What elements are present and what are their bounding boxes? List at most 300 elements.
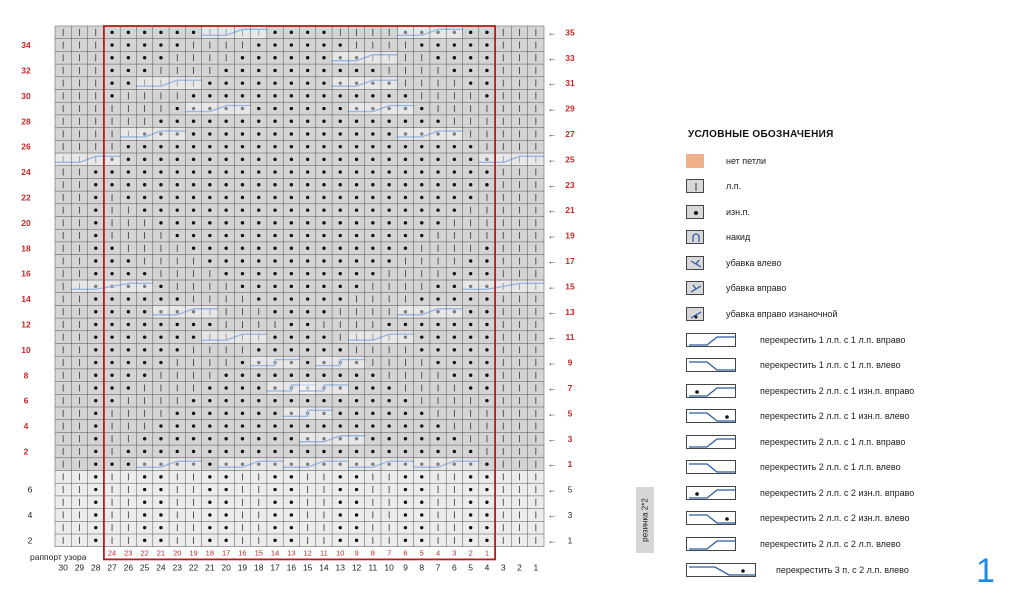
- purl-mark: [192, 450, 195, 453]
- rib-number-right: 1: [567, 536, 573, 546]
- row-arrow: ←: [547, 382, 557, 393]
- purl-mark: [371, 132, 374, 135]
- column-number: 8: [419, 562, 425, 573]
- purl-mark: [371, 221, 374, 224]
- purl-mark: [224, 412, 227, 415]
- purl-mark: [257, 247, 260, 250]
- repeat-number: 19: [189, 548, 198, 558]
- purl-mark: [224, 272, 227, 275]
- purl-mark: [339, 297, 342, 300]
- purl-mark: [420, 145, 423, 148]
- purl-mark: [387, 323, 390, 326]
- purl-mark: [420, 513, 423, 516]
- purl-mark: [241, 132, 244, 135]
- purl-mark: [241, 247, 244, 250]
- column-number: 22: [188, 562, 199, 573]
- row-number-right: 13: [565, 306, 575, 317]
- row-number-left: 20: [21, 217, 31, 228]
- purl-mark: [306, 183, 309, 186]
- column-number: 6: [451, 562, 457, 573]
- purl-mark: [208, 424, 211, 427]
- purl-mark: [290, 120, 293, 123]
- purl-mark: [176, 424, 179, 427]
- purl-mark: [224, 513, 227, 516]
- row-arrow: ←: [547, 332, 557, 343]
- purl-mark: [208, 234, 211, 237]
- purl-mark: [420, 43, 423, 46]
- purl-mark: [355, 285, 358, 288]
- purl-mark: [436, 120, 439, 123]
- purl-mark: [404, 158, 407, 161]
- purl-mark: [94, 196, 97, 199]
- purl-mark: [110, 297, 113, 300]
- purl-mark: [420, 208, 423, 211]
- repeat-number: 15: [254, 548, 263, 558]
- legend-item-label: перекрестить 1 л.п. с 1 л.п. влево: [760, 360, 901, 370]
- purl-mark: [208, 259, 211, 262]
- purl-mark: [420, 424, 423, 427]
- legend-item: [686, 178, 741, 194]
- purl-mark: [306, 145, 309, 148]
- purl-mark: [143, 196, 146, 199]
- purl-mark: [404, 450, 407, 453]
- purl-mark: [273, 56, 276, 59]
- purl-mark: [127, 462, 130, 465]
- purl-mark: [436, 335, 439, 338]
- purl-mark: [322, 132, 325, 135]
- repeat-number: 7: [387, 548, 392, 558]
- purl-mark: [257, 234, 260, 237]
- cross-2x1-right-icon: [686, 435, 736, 449]
- purl-mark: [208, 501, 211, 504]
- cross-1x1-left-icon: [686, 358, 736, 372]
- purl-mark: [127, 183, 130, 186]
- legend-item-label: л.п.: [726, 181, 742, 191]
- purl-mark: [110, 81, 113, 84]
- purl-mark: [241, 374, 244, 377]
- purl-mark: [110, 374, 113, 377]
- purl-mark: [290, 399, 293, 402]
- purl-mark: [94, 247, 97, 250]
- purl-mark: [339, 247, 342, 250]
- repeat-number: 23: [124, 548, 133, 558]
- purl-mark: [420, 158, 423, 161]
- purl-mark: [94, 488, 97, 491]
- purl-mark: [94, 310, 97, 313]
- purl-mark: [143, 208, 146, 211]
- purl-mark: [469, 361, 472, 364]
- purl-mark: [469, 513, 472, 516]
- purl-mark: [469, 69, 472, 72]
- purl-mark: [339, 234, 342, 237]
- purl-mark: [273, 297, 276, 300]
- purl-mark: [371, 69, 374, 72]
- purl-mark: [306, 196, 309, 199]
- purl-icon: [686, 205, 704, 219]
- purl-mark: [420, 526, 423, 529]
- purl-mark: [339, 221, 342, 224]
- purl-mark: [387, 424, 390, 427]
- purl-mark: [453, 285, 456, 288]
- purl-mark: [159, 450, 162, 453]
- purl-mark: [159, 513, 162, 516]
- purl-mark: [404, 424, 407, 427]
- purl-mark: [355, 501, 358, 504]
- purl-mark: [208, 437, 211, 440]
- row-arrow: ←: [547, 459, 557, 470]
- legend-item-label: изн.п.: [726, 207, 750, 217]
- purl-mark: [208, 488, 211, 491]
- purl-mark: [339, 272, 342, 275]
- purl-mark: [404, 221, 407, 224]
- purl-mark: [110, 69, 113, 72]
- purl-mark: [306, 208, 309, 211]
- purl-mark: [127, 43, 130, 46]
- purl-mark: [176, 297, 179, 300]
- purl-mark: [290, 450, 293, 453]
- purl-mark: [404, 475, 407, 478]
- purl-mark: [127, 170, 130, 173]
- rib-number-left: 6: [27, 484, 33, 495]
- purl-mark: [436, 361, 439, 364]
- purl-mark: [224, 437, 227, 440]
- purl-mark: [257, 285, 260, 288]
- cable-cell: [300, 382, 348, 394]
- purl-mark: [273, 196, 276, 199]
- purl-mark: [208, 475, 211, 478]
- purl-mark: [339, 501, 342, 504]
- purl-mark: [290, 488, 293, 491]
- purl-mark: [420, 183, 423, 186]
- purl-mark: [290, 335, 293, 338]
- purl-mark: [453, 348, 456, 351]
- purl-mark: [322, 94, 325, 97]
- purl-mark: [485, 323, 488, 326]
- purl-mark: [176, 348, 179, 351]
- purl-mark: [159, 31, 162, 34]
- purl-mark: [387, 247, 390, 250]
- purl-mark: [485, 526, 488, 529]
- cable-cell: [72, 281, 153, 293]
- purl-mark: [143, 43, 146, 46]
- purl-mark: [94, 399, 97, 402]
- purl-mark: [110, 348, 113, 351]
- row-number-left: 26: [21, 141, 31, 152]
- purl-mark: [192, 94, 195, 97]
- purl-mark: [224, 196, 227, 199]
- purl-mark: [322, 69, 325, 72]
- purl-mark: [159, 158, 162, 161]
- purl-mark: [159, 183, 162, 186]
- purl-mark: [143, 475, 146, 478]
- purl-mark: [224, 221, 227, 224]
- purl-mark: [224, 170, 227, 173]
- purl-mark: [290, 526, 293, 529]
- purl-mark: [224, 386, 227, 389]
- purl-mark: [371, 94, 374, 97]
- legend-item-label: перекрестить 2 л.п. с 1 л.п. влево: [760, 462, 901, 472]
- purl-mark: [371, 259, 374, 262]
- purl-mark: [339, 196, 342, 199]
- purl-mark: [273, 450, 276, 453]
- purl-mark: [485, 259, 488, 262]
- purl-mark: [290, 221, 293, 224]
- purl-mark: [241, 69, 244, 72]
- purl-mark: [485, 475, 488, 478]
- purl-mark: [273, 259, 276, 262]
- purl-mark: [453, 145, 456, 148]
- purl-mark: [339, 208, 342, 211]
- column-number: 19: [237, 562, 248, 573]
- purl-mark: [192, 247, 195, 250]
- purl-mark: [469, 272, 472, 275]
- purl-mark: [322, 247, 325, 250]
- purl-mark: [404, 488, 407, 491]
- purl-mark: [127, 259, 130, 262]
- purl-mark: [355, 183, 358, 186]
- purl-mark: [176, 221, 179, 224]
- purl-mark: [322, 81, 325, 84]
- purl-mark: [273, 183, 276, 186]
- purl-mark: [159, 475, 162, 478]
- purl-mark: [485, 361, 488, 364]
- purl-mark: [159, 526, 162, 529]
- purl-mark: [257, 183, 260, 186]
- purl-mark: [322, 335, 325, 338]
- column-number: 27: [107, 562, 117, 573]
- column-number: 28: [91, 562, 101, 573]
- purl-mark: [273, 81, 276, 84]
- purl-mark: [436, 145, 439, 148]
- purl-mark: [387, 170, 390, 173]
- purl-mark: [290, 285, 293, 288]
- cable-cell: [463, 281, 544, 293]
- purl-mark: [127, 69, 130, 72]
- purl-mark: [273, 285, 276, 288]
- purl-mark: [339, 69, 342, 72]
- purl-mark: [322, 107, 325, 110]
- purl-mark: [224, 183, 227, 186]
- row-number-left: 18: [21, 243, 31, 254]
- row-number-left: 22: [21, 192, 31, 203]
- row-number-left: 34: [21, 40, 31, 51]
- purl-mark: [94, 526, 97, 529]
- purl-mark: [387, 158, 390, 161]
- purl-mark: [339, 450, 342, 453]
- purl-mark: [453, 158, 456, 161]
- purl-mark: [192, 437, 195, 440]
- legend-item-label: накид: [726, 232, 751, 242]
- purl-mark: [371, 437, 374, 440]
- purl-mark: [192, 183, 195, 186]
- purl-mark: [404, 501, 407, 504]
- purl-mark: [127, 56, 130, 59]
- purl-mark: [485, 170, 488, 173]
- purl-mark: [192, 158, 195, 161]
- purl-mark: [241, 208, 244, 211]
- row-arrow: ←: [547, 433, 557, 444]
- cable-cell: [251, 357, 299, 369]
- column-number: 29: [74, 562, 85, 573]
- purl-mark: [241, 221, 244, 224]
- purl-mark: [436, 424, 439, 427]
- repeat-number: 13: [287, 548, 296, 558]
- purl-mark: [143, 437, 146, 440]
- purl-mark: [404, 145, 407, 148]
- purl-mark: [290, 43, 293, 46]
- purl-mark: [290, 145, 293, 148]
- purl-mark: [469, 323, 472, 326]
- purl-mark: [485, 513, 488, 516]
- purl-mark: [273, 272, 276, 275]
- row-number-left: 10: [21, 344, 31, 355]
- purl-mark: [436, 437, 439, 440]
- purl-mark: [306, 424, 309, 427]
- purl-mark: [127, 374, 130, 377]
- cross-2x1-left-icon: [686, 460, 736, 474]
- purl-mark: [143, 361, 146, 364]
- purl-mark: [355, 208, 358, 211]
- purl-mark: [306, 348, 309, 351]
- purl-mark: [94, 361, 97, 364]
- purl-mark: [339, 285, 342, 288]
- purl-mark: [306, 323, 309, 326]
- row-arrow: ←: [547, 128, 557, 139]
- purl-mark: [485, 501, 488, 504]
- row-number-left: 32: [21, 65, 31, 76]
- repeat-number: 10: [336, 548, 345, 558]
- purl-mark: [453, 69, 456, 72]
- repeat-number: 24: [107, 548, 117, 558]
- row-number-right: 33: [565, 52, 575, 63]
- purl-mark: [127, 81, 130, 84]
- purl-mark: [273, 310, 276, 313]
- purl-mark: [469, 374, 472, 377]
- purl-mark: [159, 208, 162, 211]
- purl-mark: [159, 361, 162, 364]
- purl-mark: [339, 526, 342, 529]
- purl-mark: [339, 145, 342, 148]
- purl-mark: [306, 234, 309, 237]
- repeat-number: 16: [238, 548, 247, 558]
- purl-mark: [241, 285, 244, 288]
- purl-mark: [241, 145, 244, 148]
- purl-mark: [143, 183, 146, 186]
- purl-mark: [208, 221, 211, 224]
- purl-mark: [143, 158, 146, 161]
- purl-mark: [420, 221, 423, 224]
- purl-mark: [322, 208, 325, 211]
- purl-mark: [453, 272, 456, 275]
- purl-mark: [273, 120, 276, 123]
- purl-mark: [420, 501, 423, 504]
- purl-mark: [290, 81, 293, 84]
- purl-mark: [485, 374, 488, 377]
- purl-mark: [355, 145, 358, 148]
- row-number-right: 1: [567, 459, 573, 470]
- purl-mark: [241, 196, 244, 199]
- repeat-number: 5: [419, 548, 424, 558]
- purl-mark: [485, 399, 488, 402]
- purl-mark: [176, 323, 179, 326]
- column-number: 20: [221, 562, 231, 573]
- legend-item: [686, 229, 750, 245]
- purl-mark: [290, 475, 293, 478]
- repeat-number: 12: [303, 548, 312, 558]
- purl-mark: [339, 132, 342, 135]
- purl-mark: [224, 145, 227, 148]
- purl-mark: [208, 120, 211, 123]
- purl-mark: [127, 348, 130, 351]
- purl-mark: [485, 462, 488, 465]
- row-number-right: 9: [567, 357, 573, 368]
- purl-mark: [159, 43, 162, 46]
- purl-mark: [339, 539, 342, 542]
- purl-mark: [143, 323, 146, 326]
- purl-mark: [143, 501, 146, 504]
- purl-mark: [159, 56, 162, 59]
- purl-mark: [208, 386, 211, 389]
- purl-mark: [176, 31, 179, 34]
- purl-mark: [355, 170, 358, 173]
- purl-mark: [387, 132, 390, 135]
- purl-mark: [143, 513, 146, 516]
- purl-mark: [485, 297, 488, 300]
- purl-mark: [224, 424, 227, 427]
- purl-mark: [241, 120, 244, 123]
- column-number: 23: [172, 562, 182, 573]
- purl-mark: [404, 412, 407, 415]
- purl-mark: [339, 158, 342, 161]
- purl-mark: [420, 475, 423, 478]
- column-number: 1: [533, 562, 539, 573]
- purl-mark: [110, 361, 113, 364]
- cross-2x1p-right-icon: [686, 384, 736, 398]
- repeat-label: раппорт узора: [30, 552, 87, 562]
- purl-mark: [241, 412, 244, 415]
- row-number-left: 8: [23, 370, 29, 381]
- purl-mark: [176, 183, 179, 186]
- purl-mark: [306, 56, 309, 59]
- purl-mark: [355, 513, 358, 516]
- purl-mark: [420, 348, 423, 351]
- purl-mark: [257, 450, 260, 453]
- purl-mark: [127, 335, 130, 338]
- purl-mark: [273, 526, 276, 529]
- legend-item-label: убавка влево: [726, 258, 782, 268]
- purl-mark: [469, 450, 472, 453]
- row-arrow: ←: [547, 27, 557, 38]
- purl-mark: [339, 43, 342, 46]
- purl-mark: [436, 196, 439, 199]
- cross-2x2p-left-icon: [686, 511, 736, 525]
- purl-mark: [387, 399, 390, 402]
- purl-mark: [339, 412, 342, 415]
- column-number: 9: [403, 562, 408, 573]
- repeat-number: 22: [140, 548, 149, 558]
- purl-mark: [241, 450, 244, 453]
- purl-mark: [143, 69, 146, 72]
- purl-mark: [208, 94, 211, 97]
- purl-mark: [257, 170, 260, 173]
- legend-item-label: перекрестить 2 л.п. с 2 изн.п. вправо: [760, 488, 915, 498]
- purl-mark: [306, 158, 309, 161]
- purl-mark: [404, 399, 407, 402]
- purl-mark: [176, 437, 179, 440]
- purl-mark: [127, 196, 130, 199]
- purl-mark: [404, 526, 407, 529]
- purl-mark: [159, 335, 162, 338]
